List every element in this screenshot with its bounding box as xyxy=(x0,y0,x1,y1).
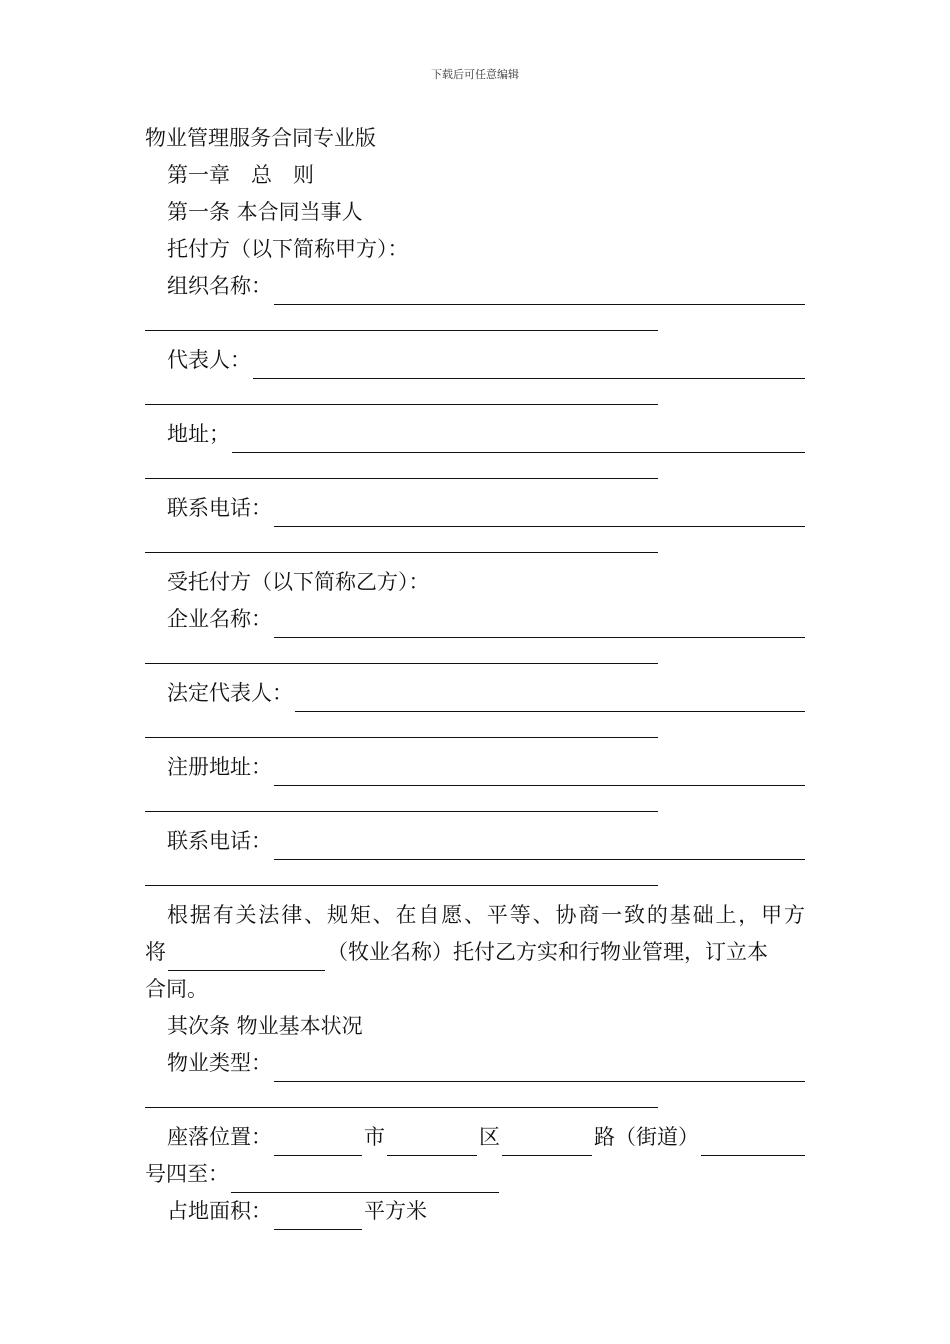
number-label: 号四至： xyxy=(145,1162,229,1186)
blank-line[interactable] xyxy=(145,404,658,405)
field-label: 地址； xyxy=(167,422,230,446)
party-a-address-field xyxy=(145,416,805,453)
party-b-legal-rep-field xyxy=(145,675,805,712)
phone-blank-continuation xyxy=(145,860,805,897)
property-type-field xyxy=(145,1045,805,1082)
land-area-field xyxy=(145,1193,805,1230)
property-type-blank-continuation xyxy=(145,1082,805,1119)
rep-blank[interactable] xyxy=(253,352,805,379)
district-blank[interactable] xyxy=(387,1133,477,1156)
field-label: 企业名称： xyxy=(167,607,272,631)
field-label: 占地面积： xyxy=(167,1199,272,1223)
phone-blank-continuation xyxy=(145,527,805,564)
basis-text: 将 xyxy=(145,940,166,964)
party-a-heading: 托付方（以下简称甲方）： xyxy=(167,237,409,261)
chapter-heading: 第一章 总 则 xyxy=(167,163,314,187)
party-b-phone-field xyxy=(145,823,805,860)
party-a-phone-field xyxy=(145,490,805,527)
article-1-heading: 第一条 本合同当事人 xyxy=(167,200,363,224)
party-b-company-field xyxy=(145,601,805,638)
party-b-heading: 受托付方（以下简称乙方）： xyxy=(167,570,430,594)
property-name-blank[interactable] xyxy=(168,948,325,971)
reg-address-blank-continuation xyxy=(145,786,805,823)
boundaries-blank[interactable] xyxy=(231,1170,499,1193)
field-label: 联系电话： xyxy=(167,829,272,853)
rep-blank-continuation xyxy=(145,379,805,416)
property-type-blank[interactable] xyxy=(274,1055,805,1082)
city-label: 市 xyxy=(364,1125,385,1149)
number-blank[interactable] xyxy=(701,1133,805,1156)
district-label: 区 xyxy=(479,1125,500,1149)
party-a-org-name-field xyxy=(145,268,805,305)
field-label: 法定代表人： xyxy=(167,681,293,705)
city-blank[interactable] xyxy=(274,1133,362,1156)
basis-paragraph-line-2 xyxy=(145,934,805,971)
legal-rep-blank[interactable] xyxy=(295,685,805,712)
party-a-rep-field xyxy=(145,342,805,379)
company-blank[interactable] xyxy=(274,611,805,638)
field-label: 座落位置： xyxy=(167,1125,272,1149)
basis-paragraph-line-1: 根据有关法律、规矩、在自愿、平等、协商一致的基础上，甲方 xyxy=(167,903,805,927)
land-area-blank[interactable] xyxy=(274,1207,362,1230)
address-blank[interactable] xyxy=(232,426,805,453)
blank-line[interactable] xyxy=(145,737,658,738)
address-blank-continuation xyxy=(145,453,805,490)
land-area-unit: 平方米 xyxy=(364,1199,427,1223)
document-title: 物业管理服务合同专业版 xyxy=(145,126,376,150)
header-note: 下载后可任意编辑 xyxy=(431,68,519,81)
field-label: 联系电话： xyxy=(167,496,272,520)
field-label: 组织名称： xyxy=(167,274,272,298)
field-label: 物业类型： xyxy=(167,1051,272,1075)
org-name-blank[interactable] xyxy=(274,278,805,305)
legal-rep-blank-continuation xyxy=(145,712,805,749)
blank-line[interactable] xyxy=(145,478,658,479)
field-label: 注册地址： xyxy=(167,755,272,779)
blank-line[interactable] xyxy=(145,885,658,886)
field-label: 代表人： xyxy=(167,348,251,372)
location-field xyxy=(145,1119,805,1156)
document-body xyxy=(145,120,805,1230)
blank-line[interactable] xyxy=(145,330,658,331)
phone-blank[interactable] xyxy=(274,833,805,860)
road-blank[interactable] xyxy=(502,1133,592,1156)
article-2-heading: 其次条 物业基本状况 xyxy=(167,1014,363,1038)
location-line-2 xyxy=(145,1156,805,1193)
org-name-blank-continuation xyxy=(145,305,805,342)
reg-address-blank[interactable] xyxy=(274,759,805,786)
blank-line[interactable] xyxy=(145,1107,658,1108)
phone-blank[interactable] xyxy=(274,500,805,527)
company-blank-continuation xyxy=(145,638,805,675)
blank-line[interactable] xyxy=(145,663,658,664)
party-b-reg-address-field xyxy=(145,749,805,786)
blank-line[interactable] xyxy=(145,552,658,553)
blank-line[interactable] xyxy=(145,811,658,812)
basis-text: （牧业名称）托付乙方实和行物业管理，订立本 xyxy=(327,940,768,964)
basis-paragraph-line-3: 合同。 xyxy=(145,977,208,1001)
road-label: 路（街道） xyxy=(594,1125,699,1149)
